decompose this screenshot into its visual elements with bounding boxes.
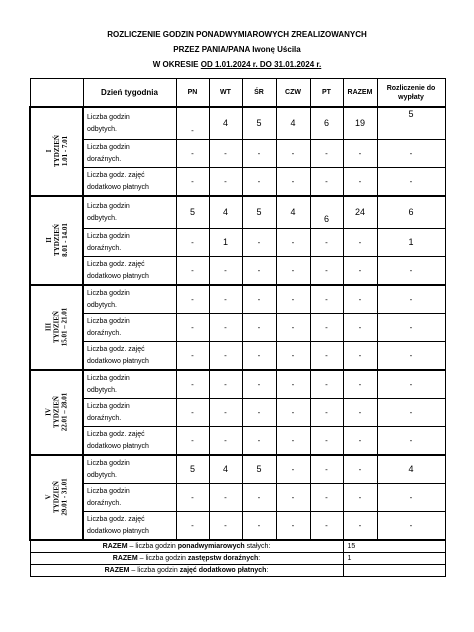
value-cell: 4: [209, 107, 242, 140]
value-cell: 24: [343, 196, 377, 229]
row-label-line-1: Liczba godzin: [87, 202, 130, 210]
value-cell: -: [242, 370, 276, 399]
row-label: [83, 455, 176, 484]
week-number: III: [44, 322, 53, 332]
value-cell: -: [310, 168, 343, 197]
week-word: TYDZIEŃ: [52, 481, 61, 513]
table-row: [30, 257, 445, 286]
value-cell: -: [377, 285, 445, 314]
row-label: [83, 107, 176, 140]
value-cell: -: [276, 342, 310, 371]
value-cell: 1: [209, 229, 242, 257]
document-title-line-1: ROZLICZENIE GODZIN PONADWYMIAROWYCH ZREALIZOWANYCH: [107, 30, 367, 39]
row-label: [83, 140, 176, 168]
table-row: [30, 140, 445, 168]
value-cell: 6: [310, 196, 343, 229]
value-cell: 4: [209, 196, 242, 229]
week-label-cell: [30, 107, 83, 196]
summary-value: 1: [343, 553, 445, 565]
value-cell: 4: [276, 107, 310, 140]
summary-end: stałych:: [244, 542, 271, 550]
value-cell: -: [176, 342, 209, 371]
value-cell: -: [343, 168, 377, 197]
overtime-table: [29, 78, 446, 577]
value-cell: -: [310, 140, 343, 168]
summary-mid: – liczba godzin: [137, 554, 188, 562]
week-label-cell: [30, 370, 83, 455]
week-range: 29.01 - 31.01: [60, 478, 69, 516]
row-label-line-1: Liczba godz. zajęć: [87, 430, 145, 438]
summary-razem: RAZEM: [104, 566, 130, 574]
value-cell: -: [310, 342, 343, 371]
row-label-line-1: Liczba godzin: [87, 232, 130, 240]
value-cell: -: [310, 512, 343, 541]
row-label-line-2: doraźnych.: [87, 329, 122, 337]
value-cell: -: [377, 370, 445, 399]
row-label-line-2: dodatkowo płatnych: [87, 527, 149, 535]
row-label: [83, 342, 176, 371]
value-cell: 5: [242, 455, 276, 484]
table-row: [30, 314, 445, 342]
value-cell: -: [209, 314, 242, 342]
value-cell: -: [276, 399, 310, 427]
row-label-line-1: Liczba godz. zajęć: [87, 171, 145, 179]
value-cell: -: [276, 140, 310, 168]
value-cell: 4: [209, 455, 242, 484]
value-cell: -: [377, 427, 445, 456]
week-range: 15.01 – 21.01: [60, 307, 69, 347]
week-word: TYDZIEŃ: [52, 311, 61, 343]
week-label-cell: [30, 455, 83, 540]
row-label-line-2: dodatkowo płatnych: [87, 442, 149, 450]
row-label-line-2: dodatkowo płatnych: [87, 357, 149, 365]
value-cell: -: [343, 455, 377, 484]
week-number: I: [44, 149, 53, 153]
summary-mid: – liczba godzin: [129, 566, 180, 574]
value-cell: -: [276, 285, 310, 314]
table-row: [30, 196, 445, 229]
value-cell: -: [209, 342, 242, 371]
header-row: [30, 79, 445, 108]
value-cell: -: [310, 484, 343, 512]
summary-value: 15: [343, 540, 445, 553]
table-row: [30, 168, 445, 197]
table-row: [30, 484, 445, 512]
row-label-line-1: Liczba godzin: [87, 289, 130, 297]
value-cell: -: [377, 399, 445, 427]
row-label-line-1: Liczba godz. zajęć: [87, 345, 145, 353]
value-cell: -: [343, 484, 377, 512]
week-number: IV: [44, 408, 53, 416]
value-cell: -: [276, 229, 310, 257]
row-label-line-2: doraźnych.: [87, 499, 122, 507]
row-label-line-2: odbytych.: [87, 386, 117, 394]
value-cell: 5: [242, 107, 276, 140]
row-label-line-2: odbytych.: [87, 471, 117, 479]
row-label: [83, 285, 176, 314]
value-cell: -: [242, 168, 276, 197]
period-dates: OD 1.01.2024 r. DO 31.01.2024 r.: [200, 60, 322, 69]
column-header-day: Dzień tygodnia: [83, 79, 176, 108]
value-cell: -: [176, 107, 209, 140]
column-header-fri: PT: [310, 79, 343, 108]
value-cell: -: [276, 168, 310, 197]
row-label: [83, 512, 176, 541]
value-cell: -: [276, 512, 310, 541]
row-label: [83, 196, 176, 229]
row-label-line-1: Liczba godz. zajęć: [87, 260, 145, 268]
value-cell: -: [176, 140, 209, 168]
table-row: [30, 455, 445, 484]
week-label: [45, 135, 69, 167]
period-prefix: W OKRESIE: [152, 60, 201, 69]
row-label: [83, 484, 176, 512]
row-label: [83, 370, 176, 399]
row-label-line-2: doraźnych.: [87, 414, 122, 422]
value-cell: -: [276, 314, 310, 342]
value-cell: -: [377, 314, 445, 342]
value-cell: -: [209, 370, 242, 399]
value-cell: -: [343, 314, 377, 342]
summary-razem: RAZEM: [112, 554, 138, 562]
value-cell: -: [242, 399, 276, 427]
column-header-wed: ŚR: [242, 79, 276, 108]
summary-row: [30, 553, 445, 565]
summary-label: [30, 565, 343, 577]
week-label-cell: [30, 285, 83, 370]
summary-row: [30, 565, 445, 577]
value-cell: -: [343, 285, 377, 314]
value-cell: -: [276, 427, 310, 456]
row-label-line-2: dodatkowo płatnych: [87, 183, 149, 191]
value-cell: -: [176, 168, 209, 197]
row-label: [83, 257, 176, 286]
table-row: [30, 229, 445, 257]
week-label: [45, 478, 69, 515]
value-cell: 1: [377, 229, 445, 257]
value-cell: 4: [276, 196, 310, 229]
row-label: [83, 168, 176, 197]
value-cell: -: [242, 512, 276, 541]
value-cell: -: [242, 140, 276, 168]
value-cell: -: [209, 399, 242, 427]
row-label: [83, 229, 176, 257]
table-row: [30, 370, 445, 399]
table-row: [30, 399, 445, 427]
row-label-line-1: Liczba godz. zajęć: [87, 515, 145, 523]
summary-razem: RAZEM: [102, 542, 128, 550]
corner-cell: [30, 79, 83, 108]
value-cell: -: [377, 257, 445, 286]
value-cell: -: [310, 455, 343, 484]
value-cell: 19: [343, 107, 377, 140]
week-word: TYDZIEŃ: [52, 224, 61, 256]
value-cell: 6: [310, 107, 343, 140]
row-label-line-2: odbytych.: [87, 301, 117, 309]
value-cell: -: [176, 427, 209, 456]
value-cell: -: [242, 257, 276, 286]
value-cell: -: [377, 342, 445, 371]
value-cell: -: [310, 370, 343, 399]
table-row: [30, 342, 445, 371]
value-cell: -: [209, 512, 242, 541]
value-cell: -: [209, 168, 242, 197]
week-number: V: [44, 494, 53, 500]
value-cell: 5: [242, 196, 276, 229]
week-range: 22.01 – 28.01: [60, 392, 69, 432]
table-row: [30, 427, 445, 456]
row-label: [83, 314, 176, 342]
row-label-line-1: Liczba godzin: [87, 487, 130, 495]
value-cell: -: [209, 484, 242, 512]
value-cell: -: [176, 314, 209, 342]
value-cell: -: [209, 140, 242, 168]
summary-label: [30, 553, 343, 565]
value-cell: -: [176, 512, 209, 541]
value-cell: 6: [377, 196, 445, 229]
week-number: II: [44, 237, 53, 243]
value-cell: -: [310, 427, 343, 456]
value-cell: -: [310, 314, 343, 342]
week-label: [45, 223, 69, 257]
week-word: TYDZIEŃ: [52, 396, 61, 428]
summary-category: zajęć dodatkowo płatnych: [179, 566, 267, 574]
document-period-line: [0, 60, 474, 70]
week-label: [45, 308, 69, 347]
summary-category: ponadwymiarowych: [177, 542, 245, 550]
value-cell: -: [343, 229, 377, 257]
value-cell: -: [209, 257, 242, 286]
value-cell: -: [377, 140, 445, 168]
row-label-line-1: Liczba godzin: [87, 459, 130, 467]
value-cell: -: [242, 314, 276, 342]
value-cell: -: [343, 257, 377, 286]
value-cell: -: [343, 512, 377, 541]
value-cell: -: [310, 257, 343, 286]
week-range: 8.01 - 14.01: [60, 223, 69, 257]
summary-category: zastępstw doraźnych: [187, 554, 259, 562]
document-title-line-2: PRZEZ PANIA/PANA Iwonę Uścila: [173, 45, 301, 54]
summary-label: [30, 540, 343, 553]
value-cell: -: [176, 285, 209, 314]
row-label-line-1: Liczba godzin: [87, 374, 130, 382]
value-cell: -: [176, 257, 209, 286]
value-cell: -: [343, 399, 377, 427]
row-label-line-2: doraźnych.: [87, 244, 122, 252]
value-cell: -: [276, 484, 310, 512]
row-label-line-1: Liczba godzin: [87, 317, 130, 325]
table-row: [30, 285, 445, 314]
value-cell: -: [310, 229, 343, 257]
value-cell: -: [176, 399, 209, 427]
value-cell: 5: [176, 455, 209, 484]
row-label-line-1: Liczba godzin: [87, 143, 130, 151]
value-cell: -: [343, 370, 377, 399]
value-cell: -: [176, 229, 209, 257]
week-range: 1.01 - 7.01: [60, 135, 69, 167]
week-label: [45, 393, 69, 432]
value-cell: -: [242, 229, 276, 257]
value-cell: -: [276, 257, 310, 286]
summary-mid: – liczba godzin: [127, 542, 178, 550]
value-cell: -: [310, 399, 343, 427]
row-label-line-2: odbytych.: [87, 214, 117, 222]
value-cell: -: [209, 427, 242, 456]
row-label-line-2: doraźnych.: [87, 155, 122, 163]
value-cell: -: [343, 427, 377, 456]
value-cell: -: [176, 370, 209, 399]
value-cell: -: [242, 427, 276, 456]
value-cell: -: [209, 285, 242, 314]
value-cell: -: [276, 455, 310, 484]
summary-end: :: [258, 554, 261, 562]
value-cell: -: [377, 484, 445, 512]
value-cell: 5: [176, 196, 209, 229]
summary-row: [30, 540, 445, 553]
column-header-total: RAZEM: [343, 79, 377, 108]
row-label-line-1: Liczba godzin: [87, 113, 130, 121]
column-header-mon: PN: [176, 79, 209, 108]
week-label-cell: [30, 196, 83, 285]
value-cell: 4: [377, 455, 445, 484]
value-cell: -: [242, 484, 276, 512]
value-cell: -: [343, 140, 377, 168]
column-header-payout: Rozliczenie do wypłaty: [377, 79, 445, 108]
value-cell: -: [242, 285, 276, 314]
table-row: [30, 512, 445, 541]
value-cell: 5: [377, 107, 445, 140]
value-cell: -: [276, 370, 310, 399]
row-label-line-2: dodatkowo płatnych: [87, 272, 149, 280]
value-cell: -: [343, 342, 377, 371]
row-label-line-1: Liczba godzin: [87, 402, 130, 410]
week-word: TYDZIEŃ: [52, 135, 61, 167]
row-label-line-2: odbytych.: [87, 125, 117, 133]
summary-end: :: [266, 566, 269, 574]
column-header-thu: CZW: [276, 79, 310, 108]
row-label: [83, 399, 176, 427]
row-label: [83, 427, 176, 456]
value-cell: -: [310, 285, 343, 314]
value-cell: -: [377, 168, 445, 197]
column-header-tue: WT: [209, 79, 242, 108]
value-cell: -: [377, 512, 445, 541]
value-cell: -: [176, 484, 209, 512]
value-cell: -: [242, 342, 276, 371]
table-row: [30, 107, 445, 140]
summary-value: [343, 565, 445, 577]
